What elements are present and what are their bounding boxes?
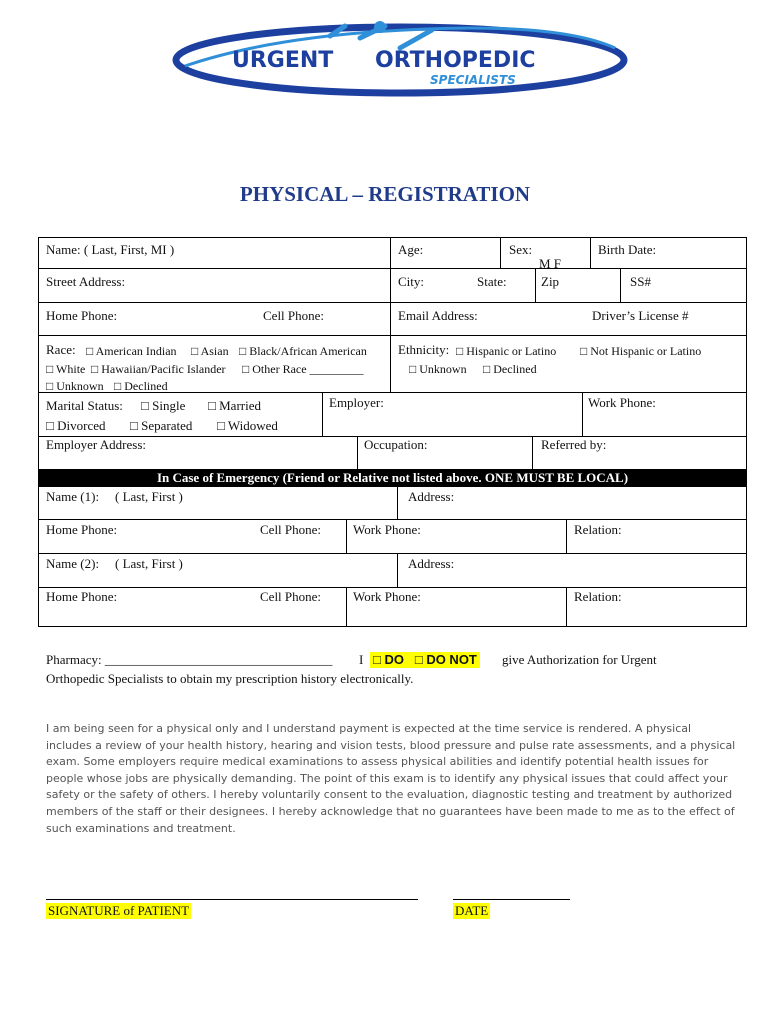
emergency-home-phone1-label: Home Phone: xyxy=(46,522,118,537)
authorization-i: I xyxy=(359,652,364,667)
authorization-do-checkbox[interactable]: □ DO □ DO NOT xyxy=(370,652,480,668)
marital-single-checkbox[interactable]: □ Single xyxy=(141,398,185,414)
ethnicity-declined-checkbox[interactable]: □ Declined xyxy=(483,361,537,377)
ethnicity-not-hispanic-checkbox[interactable]: □ Not Hispanic or Latino xyxy=(580,343,701,359)
authorization-text-1: give Authorization for Urgent xyxy=(502,652,657,667)
marital-widowed-checkbox[interactable]: □ Widowed xyxy=(217,418,278,434)
emergency-name1-hint: ( Last, First ) xyxy=(115,489,183,504)
race-label: Race: xyxy=(46,342,76,357)
emergency-relation1-label: Relation: xyxy=(574,522,622,537)
drivers-license-label: Driver’s License # xyxy=(592,308,689,323)
ethnicity-unknown-checkbox[interactable]: □ Unknown xyxy=(409,361,467,377)
marital-married-checkbox[interactable]: □ Married xyxy=(208,398,261,414)
emergency-relation2-label: Relation: xyxy=(574,589,622,604)
emergency-cell-phone1-label: Cell Phone: xyxy=(260,522,322,537)
race-american-indian-checkbox[interactable]: □ American Indian xyxy=(86,343,177,359)
emergency-work-phone2-label: Work Phone: xyxy=(353,589,421,604)
birth-date-label: Birth Date: xyxy=(598,242,657,257)
race-black-checkbox[interactable]: □ Black/African American xyxy=(239,343,367,359)
race-declined-checkbox[interactable]: □ Declined xyxy=(114,378,168,394)
authorization-text-2: Orthopedic Specialists to obtain my prescription history electronically. xyxy=(46,671,414,686)
logo-text-orthopedic: ORTHOPEDIC xyxy=(375,48,536,73)
ethnicity-label: Ethnicity: xyxy=(398,342,450,357)
race-unknown-checkbox[interactable]: □ Unknown xyxy=(46,378,104,394)
employer-address-label: Employer Address: xyxy=(46,437,147,452)
ethnicity-hispanic-checkbox[interactable]: □ Hispanic or Latino xyxy=(456,343,556,359)
marital-status-label: Marital Status: xyxy=(46,398,123,413)
name-label: Name: ( Last, First, MI ) xyxy=(46,242,175,257)
pharmacy-label: Pharmacy: ___________________________________ xyxy=(46,652,333,667)
marital-divorced-checkbox[interactable]: □ Divorced xyxy=(46,418,105,434)
date-label: DATE xyxy=(455,903,489,918)
emergency-name2-label: Name (2): xyxy=(46,556,100,571)
registration-form xyxy=(38,237,747,627)
date-line[interactable] xyxy=(453,899,570,900)
emergency-address2-label: Address: xyxy=(408,556,455,571)
work-phone-label: Work Phone: xyxy=(588,395,656,410)
emergency-cell-phone2-label: Cell Phone: xyxy=(260,589,322,604)
home-phone-label: Home Phone: xyxy=(46,308,118,323)
page-title: PHYSICAL – REGISTRATION xyxy=(239,182,531,206)
emergency-name1-label: Name (1): xyxy=(46,489,100,504)
cell-phone-label: Cell Phone: xyxy=(263,308,325,323)
race-other-checkbox[interactable]: □ Other Race _________ xyxy=(242,361,364,377)
street-address-label: Street Address: xyxy=(46,274,126,289)
emergency-home-phone2-label: Home Phone: xyxy=(46,589,118,604)
race-asian-checkbox[interactable]: □ Asian xyxy=(191,343,229,359)
signature-line[interactable] xyxy=(46,899,418,900)
urgent-orthopedic-logo xyxy=(170,18,630,98)
emergency-address1-label: Address: xyxy=(408,489,455,504)
emergency-name2-hint: ( Last, First ) xyxy=(115,556,183,571)
marital-separated-checkbox[interactable]: □ Separated xyxy=(130,418,192,434)
consent-paragraph: I am being seen for a physical only and I understand payment is expected at the time service is rendered. A physical includes a review of your health history, hearing and vision tests, blood pressure and pulse rate assessments, and a physical exam. Some employers require medical examinations to assess physical abilities and identify potential health issues for people whose jobs are physically demanding. The point of this exam is to identify any physical issues that could affect your safety or the safety of others. I hereby voluntarily consent to the evaluation, diagnostic testing and treatment by authorized members of the staff or their designees. I hereby acknowledge that no guarantees have been made to me as to the effect of such examinations and treatment. xyxy=(46,722,736,835)
sex-options[interactable]: M F xyxy=(539,256,562,271)
emergency-work-phone1-label: Work Phone: xyxy=(353,522,421,537)
ss-label: SS# xyxy=(630,274,651,289)
state-label: State: xyxy=(477,274,507,289)
emergency-header: In Case of Emergency (Friend or Relative not listed above. ONE MUST BE LOCAL) xyxy=(39,469,746,486)
email-label: Email Address: xyxy=(398,308,478,323)
logo-text-urgent: URGENT xyxy=(232,48,334,73)
age-label: Age: xyxy=(398,242,424,257)
sex-label: Sex: xyxy=(509,242,533,257)
employer-label: Employer: xyxy=(329,395,384,410)
referred-by-label: Referred by: xyxy=(541,437,607,452)
logo-text-specialists: SPECIALISTS xyxy=(430,73,516,87)
occupation-label: Occupation: xyxy=(364,437,428,452)
race-hawaiian-checkbox[interactable]: □ Hawaiian/Pacific Islander xyxy=(91,361,226,377)
signature-label: SIGNATURE of PATIENT xyxy=(48,903,190,918)
zip-label: Zip xyxy=(541,274,560,289)
city-label: City: xyxy=(398,274,425,289)
race-white-checkbox[interactable]: □ White xyxy=(46,361,85,377)
